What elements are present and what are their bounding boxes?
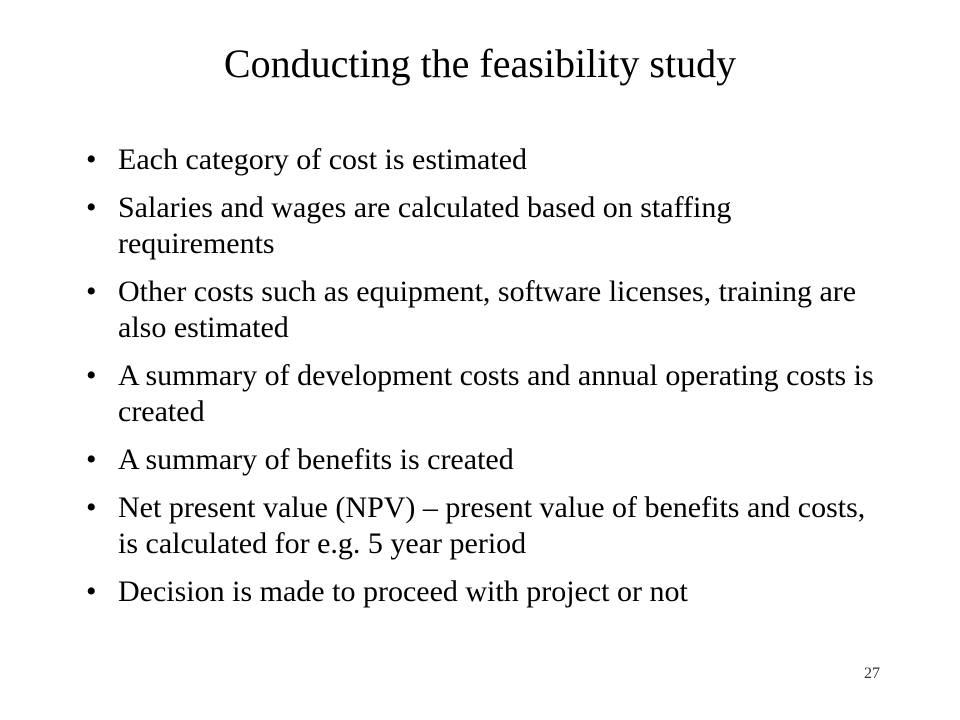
bullet-icon: • <box>86 443 97 476</box>
bullet-item <box>86 358 876 430</box>
slide-number: 27 <box>864 665 880 682</box>
bullet-text: Decision is made to proceed with project or not <box>118 575 688 608</box>
bullet-icon: • <box>86 143 97 176</box>
bullet-text: A summary of benefits is created <box>118 443 514 476</box>
bullet-text: Each category of cost is estimated <box>118 143 528 176</box>
bullet-icon: • <box>86 359 97 392</box>
bullet-icon: • <box>86 491 97 524</box>
bullet-item <box>86 190 876 262</box>
bullet-text: Salaries and wages are calculated based on staffing requirements <box>118 191 732 260</box>
bullet-list <box>86 142 876 622</box>
bullet-item <box>86 490 876 562</box>
bullet-item <box>86 142 876 178</box>
bullet-icon: • <box>86 191 97 224</box>
bullet-text: A summary of development costs and annual operating costs is created <box>118 359 874 428</box>
bullet-text: Other costs such as equipment, software licenses, training are also estimated <box>118 275 857 344</box>
slide-title: Conducting the feasibility study <box>223 41 737 86</box>
bullet-text: Net present value (NPV) – present value of benefits and costs, is calculated for e.g. 5 year period <box>118 491 866 560</box>
bullet-item <box>86 442 876 478</box>
bullet-item <box>86 574 876 610</box>
bullet-item <box>86 274 876 346</box>
bullet-icon: • <box>86 275 97 308</box>
bullet-icon: • <box>86 575 97 608</box>
